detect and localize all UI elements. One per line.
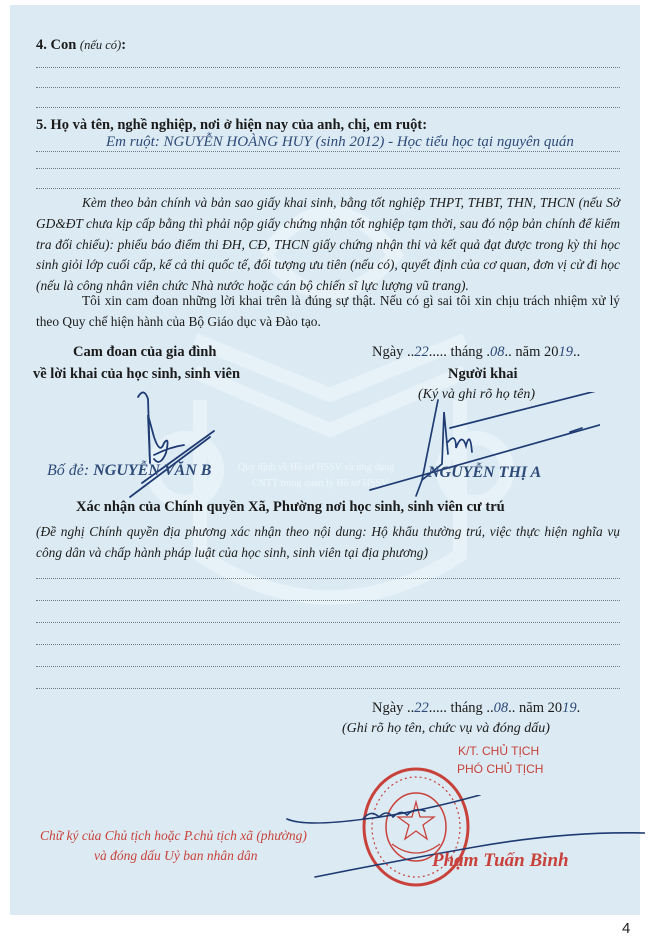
father-signer [47, 462, 211, 480]
caption-line2: và đóng dấu Uỷ ban nhân dân [94, 848, 258, 863]
date-year-prefix: 20 [543, 344, 559, 360]
commitment-statement [36, 291, 620, 333]
section5-handwritten-entry: Em ruột: NGUYỄN HOÀNG HUY (sinh 2012) - Học tiểu học tại nguyên quán [106, 134, 574, 150]
confirmation-blank-line-5[interactable] [36, 666, 620, 667]
section4-blank-line-1[interactable] [36, 67, 620, 68]
attachments-note-text: Kèm theo bản chính và bản sao giấy khai sinh, bằng tốt nghiệp THPT, THBT, THN, THCN (nếu Sở GD&ĐT chưa kịp cấp bằng thì phải nộp giấy chứng nhận tốt nghiệp tạm thời, sau đó nộp bản chính để kiểm tra đối chiếu): phiếu báo điểm thi ĐH, CĐ, THCN giấy chứng nhận thi và kết quả đạt được trong kỳ thi học sinh giỏi lớp cuối cấp, kể cả thi quốc tế, đối tượng ưu tiên (nếu có), quyết định của cơ quan, đơn vị cử đi học (nếu là công nhân viên chức Nhà nước hoặc cán bộ chiến sĩ lực lượng vũ trang). [36, 195, 620, 294]
section4-title: 4. Con [36, 37, 77, 53]
date-day-value[interactable]: 22 [414, 344, 429, 360]
declarant-title: Người khai [448, 366, 518, 382]
confirmation-blank-line-4[interactable] [36, 644, 620, 645]
conf-date-year-label: năm [519, 700, 544, 716]
conf-date-year-prefix: 20 [547, 700, 563, 716]
declarant-subtitle: (Ký và ghi rõ họ tên) [418, 387, 536, 402]
father-label: Bố đẻ: [47, 462, 90, 479]
confirmation-blank-line-6[interactable] [36, 688, 620, 689]
confirmation-date: Ngày ..22..... tháng ..08.. năm 2019. [372, 700, 581, 716]
date-year-value[interactable]: 19 [558, 344, 573, 360]
page-number: 4 [622, 920, 631, 937]
confirmation-sign-note: (Ghi rõ họ tên, chức vụ và đóng dấu) [342, 721, 550, 736]
confirmation-blank-line-3[interactable] [36, 622, 620, 623]
confirmation-blank-line-2[interactable] [36, 600, 620, 601]
date-day-label: Ngày [372, 344, 404, 360]
father-name: NGUYỄN VĂN B [93, 462, 212, 479]
watermark-text-line1: Quy định về Hồ sơ HSSV và ứng dụng [238, 462, 395, 473]
section4-colon: : [121, 37, 127, 53]
section5-blank-line-2[interactable] [36, 188, 620, 189]
commitment-text: Tôi xin cam đoan những lời khai trên là đúng sự thật. Nếu có gì sai tôi xin chịu trách nhiệm xử lý theo Quy chế hiện hành của Bộ Giáo dục và Đào tạo. [36, 293, 620, 329]
conf-date-day-label: Ngày [372, 700, 404, 716]
watermark-text-line2: CNTT trong quản lý Hồ sơ HSSV [252, 478, 389, 489]
stamp-title-line2: PHÓ CHỦ TỊCH [457, 762, 544, 776]
declarant-name: NGUYỄN THỊ A [428, 464, 542, 481]
conf-date-month-label: tháng [450, 700, 483, 716]
conf-date-month-value[interactable]: 08 [493, 700, 509, 716]
section4-blank-line-2[interactable] [36, 87, 620, 88]
father-signature-icon [90, 385, 230, 505]
confirmation-title: Xác nhận của Chính quyền Xã, Phường nơi học sinh, sinh viên cư trú [76, 499, 505, 515]
family-block-title-2: về lời khai của học sinh, sinh viên [33, 366, 241, 382]
stamp-title-line1: K/T. CHỦ TỊCH [458, 744, 540, 758]
section4-heading [36, 37, 126, 54]
section5-title: 5. Họ và tên, nghề nghiệp, nơi ở hiện nay của anh, chị, em ruột: [36, 117, 428, 133]
family-block-title-1: Cam đoan của gia đình [73, 344, 217, 360]
declarant-signature-icon [360, 392, 600, 502]
section5-filled-line[interactable] [36, 151, 620, 152]
date-month-label: tháng [450, 344, 483, 360]
confirmation-blank-line-1[interactable] [36, 578, 620, 579]
confirmation-note: (Đề nghị Chính quyền địa phương xác nhận theo nội dung: Hộ khẩu thường trú, việc thực hiện nghĩa vụ công dân và chấp hành pháp luật của học sinh, sinh viên tại địa phương) [36, 524, 620, 560]
section4-blank-line-3[interactable] [36, 107, 620, 108]
attachments-note [36, 193, 620, 297]
date-year-label: năm [515, 344, 541, 360]
declarant-date: Ngày ..22..... tháng .08.. năm 2019.. [372, 344, 581, 360]
caption-line1: Chữ ký của Chủ tịch hoặc P.chủ tịch xã (phường) [40, 828, 307, 843]
conf-date-year-value[interactable]: 19 [562, 700, 577, 716]
section4-qualifier: (nếu có) [79, 38, 122, 52]
section5-blank-line-1[interactable] [36, 168, 620, 169]
date-month-value[interactable]: 08 [490, 344, 505, 360]
official-name: Phạm Tuấn Bình [432, 850, 569, 871]
conf-date-day-value[interactable]: 22 [414, 700, 429, 716]
